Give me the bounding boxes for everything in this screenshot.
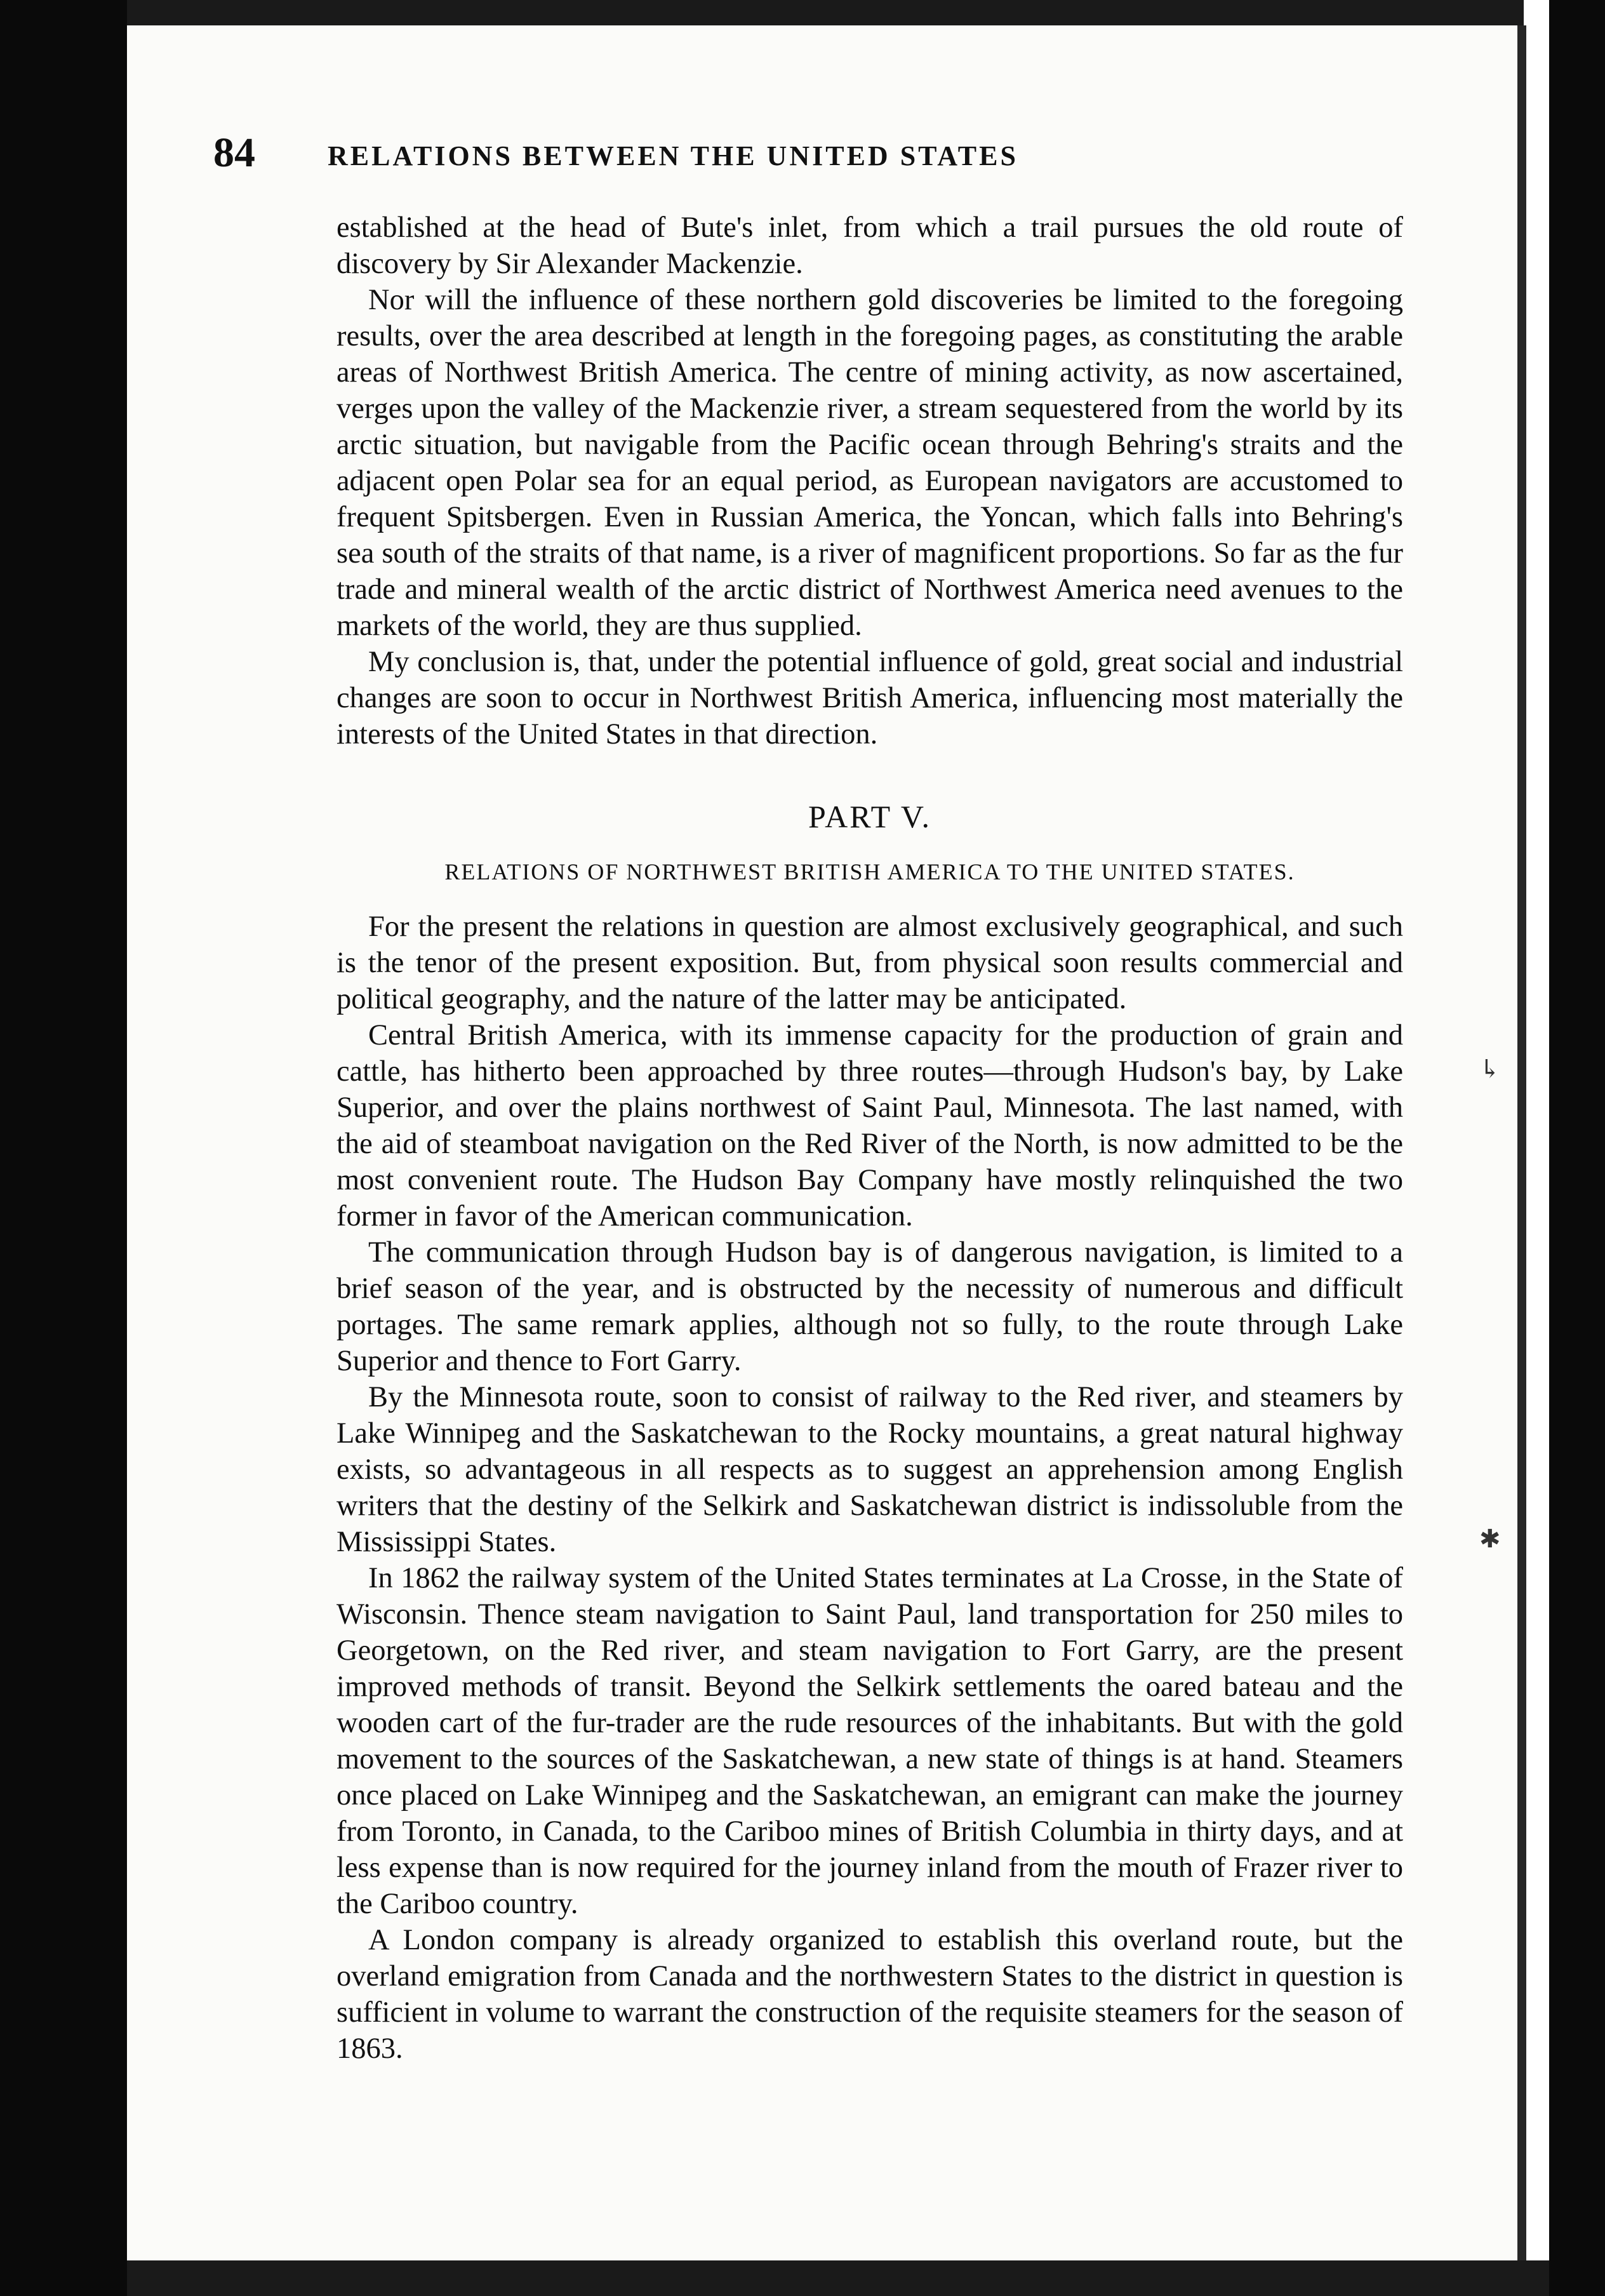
paragraph: In 1862 the railway system of the United States terminates at La Crosse, in the State of Wisconsin. Thence steam navigation to Saint Paul, land transportation for 250 miles to Georgetown, on the Red river, and steam navigation to Fort Garry, are the present improved methods of transit. Beyond the Selkirk settlements the oared bateau and the wooden cart of the fur-trader are the rude resources of the inhabitants. But with the gold movement to the sources of the Saskatchewan, a new state of things is at hand. Steamers once placed on Lake Winnipeg and the Saskatchewan, an emigrant can make the journey from Toronto, in Canada, to the Cariboo mines of British Columbia in thirty days, and at less expense than is now required for the journey inland from the mouth of Frazer river to the Cariboo country. — [336, 1562, 1403, 1920]
scan-border-right — [1549, 0, 1605, 2296]
part-heading: PART V. — [808, 799, 932, 834]
paragraph: The communication through Hudson bay is of dangerous navigation, is limited to a brief season of the year, and is obstructed by the necessity of numerous and difficult portages. The same remark applies, although not so fully, to the route through Lake Superior and thence to Fort Garry. — [336, 1236, 1403, 1377]
paragraph: Nor will the influence of these northern gold discoveries be limited to the foregoing results, over the area described at length in the foregoing pages, as constituting the arable areas of Northwest British America. The centre of mining activity, as now ascertained, verges upon the valley of the Mackenzie river, a stream sequestered from the world by its arctic situation, but navigable from the Pacific ocean through Behring's straits and the adjacent open Polar sea for an equal period, as European navigators are accustomed to frequent Spitsbergen. Even in Russian America, the Yoncan, which falls into Behring's sea south of the straits of that name, is a river of magnificent proportions. So far as the fur trade and mineral wealth of the arctic district of Northwest America need avenues to the markets of the world, they are thus supplied. — [336, 284, 1403, 642]
margin-mark-icon: ✱ — [1479, 1525, 1501, 1553]
page-header — [213, 124, 1242, 194]
paragraph: By the Minnesota route, soon to consist of railway to the Red river, and steamers by Lake Winnipeg and the Saskatchewan to the Rocky mountains, a great natural highway exists, so advantageous in all respects as to suggest an apprehension among English writers that the destiny of the Selkirk and Saskatchewan district is indissoluble from the Mississippi States. — [336, 1381, 1403, 1558]
paragraph: established at the head of Bute's inlet, from which a trail pursues the old route of discovery by Sir Alexander Mackenzie. — [336, 211, 1403, 280]
paragraph: Central British America, with its immense capacity for the production of grain and cattle, has hitherto been approached by three routes—through Hudson's bay, by Lake Superior, and over the plains northwest of Saint Paul, Minnesota. The last named, with the aid of steamboat navigation on the Red River of the North, is now admitted to be the most convenient route. The Hudson Bay Company have mostly relinquished the two former in favor of the American communication. — [336, 1019, 1403, 1232]
paragraph: A London company is already organized to establish this overland route, but the overland emigration from Canada and the northwestern States to the district in question is sufficient in volume to warrant the construction of the requisite steamers for the season of 1863. — [336, 1924, 1403, 2065]
scan-border-left — [0, 0, 127, 2296]
page-edge — [1517, 25, 1526, 2260]
running-head: RELATIONS BETWEEN THE UNITED STATES — [328, 140, 1018, 171]
paragraph: My conclusion is, that, under the potential influence of gold, great social and industrial changes are soon to occur in Northwest British America, influencing most materially the interests of the United States in that direction. — [336, 646, 1403, 751]
body-text — [336, 210, 1403, 2067]
section-title: RELATIONS OF NORTHWEST BRITISH AMERICA TO THE UNITED STATES. — [444, 859, 1295, 884]
margin-mark-icon: ↳ — [1479, 1055, 1501, 1083]
paragraph: For the present the relations in question are almost exclusively geographical, and such is the tenor of the present exposition. But, from physical soon results commercial and political geography, and the nature of the latter may be anticipated. — [336, 911, 1403, 1015]
page-number: 84 — [213, 130, 255, 176]
scan-border-top — [127, 0, 1524, 25]
scan-border-bottom — [127, 2260, 1605, 2296]
